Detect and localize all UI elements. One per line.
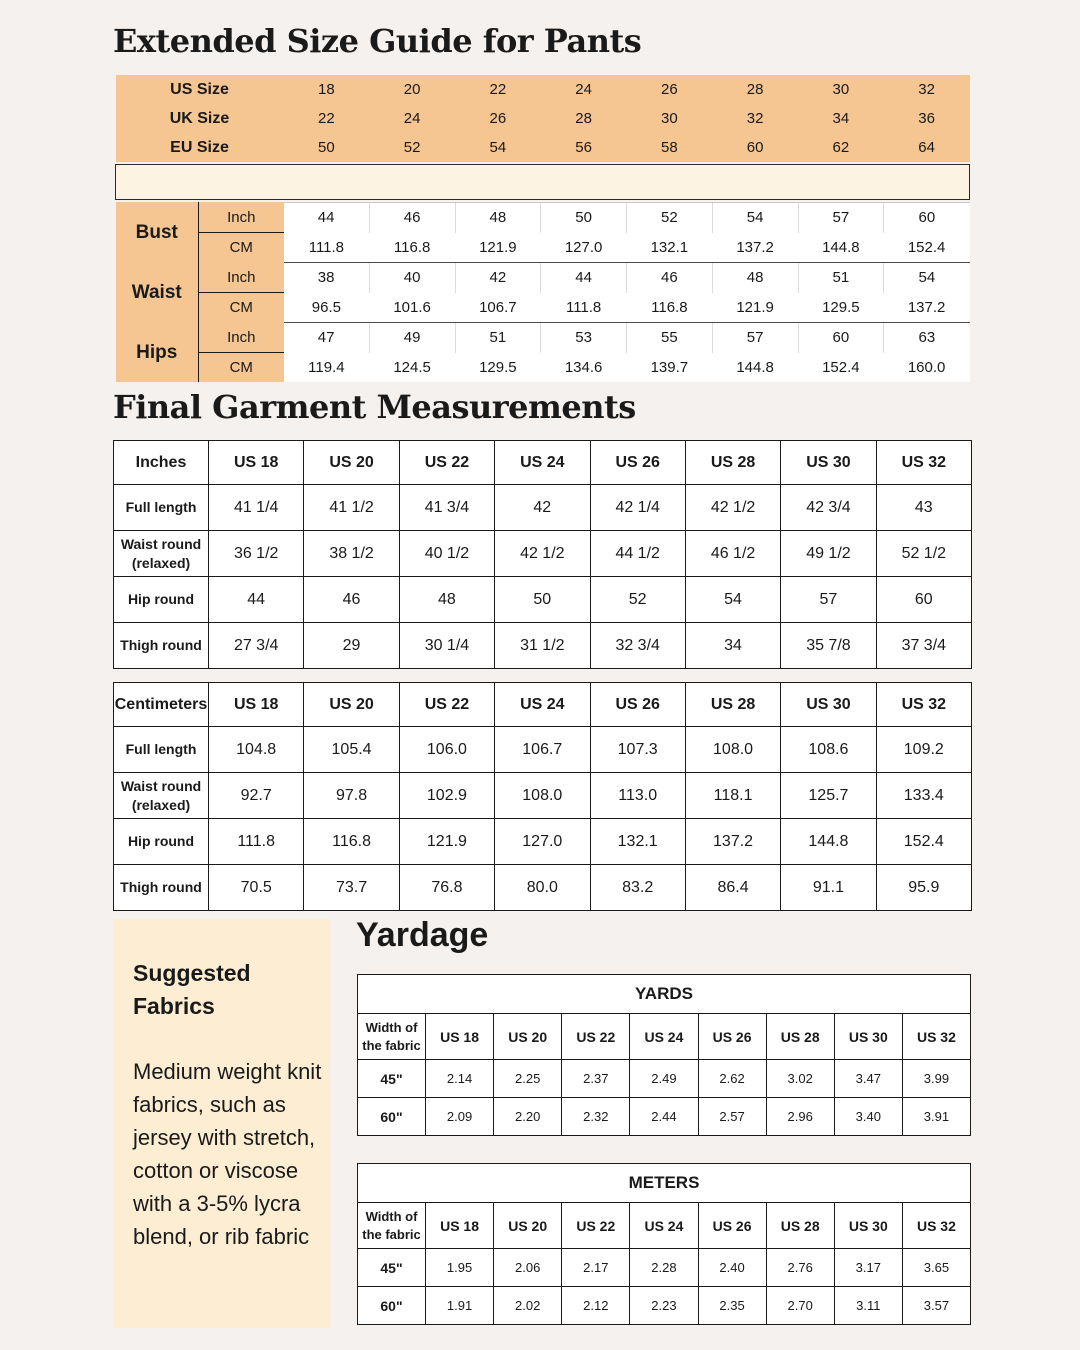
- table-cell: 152.4: [876, 819, 971, 865]
- table-cell: 42: [495, 485, 590, 531]
- table-cell: 108.0: [685, 727, 780, 773]
- row-label-line: Waist round: [120, 777, 202, 794]
- measurement-value: 40: [369, 263, 455, 293]
- table-cell: 132.1: [590, 819, 685, 865]
- size-value: 50: [284, 133, 370, 162]
- caption-row: [358, 975, 971, 1014]
- table-cell: 125.7: [781, 773, 876, 819]
- measurement-value: 121.9: [455, 233, 541, 263]
- table-cell: 44 1/2: [590, 531, 685, 577]
- table-cell: 2.23: [630, 1287, 698, 1325]
- table-cell: 3.47: [834, 1060, 902, 1098]
- size-label: US Size: [116, 75, 284, 104]
- table-cell: 3.40: [834, 1098, 902, 1136]
- measurement-value: 48: [712, 263, 798, 293]
- size-value: 30: [798, 75, 884, 104]
- measurement-value: 132.1: [627, 233, 713, 263]
- row-label: [114, 623, 209, 669]
- measurement-value: 53: [541, 323, 627, 353]
- table-cell: 41 3/4: [399, 485, 494, 531]
- table-cell: 2.32: [562, 1098, 630, 1136]
- measurement-value: 51: [798, 263, 884, 293]
- size-header: US 26: [698, 1203, 766, 1249]
- row-label: [114, 485, 209, 531]
- measurement-value: 42: [455, 263, 541, 293]
- table-cell: 108.0: [495, 773, 590, 819]
- table-cell: 40 1/2: [399, 531, 494, 577]
- fabric-width: 45": [358, 1249, 426, 1287]
- table-cell: 111.8: [209, 819, 304, 865]
- size-value: 26: [627, 75, 713, 104]
- table-cell: 34: [685, 623, 780, 669]
- measurement-value: 44: [284, 203, 370, 233]
- header-line: the fabric: [362, 1037, 421, 1053]
- table-cell: 91.1: [781, 865, 876, 911]
- table-cell: 107.3: [590, 727, 685, 773]
- table-cell: 106.7: [495, 727, 590, 773]
- size-header: US 18: [209, 683, 304, 727]
- table-cell: 31 1/2: [495, 623, 590, 669]
- yardage-title: Yardage: [356, 916, 489, 954]
- table-cell: 83.2: [590, 865, 685, 911]
- header-line: Width of: [365, 1019, 418, 1035]
- size-value: 54: [455, 133, 541, 162]
- table-cell: 52 1/2: [876, 531, 971, 577]
- row-label-line: (relaxed): [131, 796, 191, 813]
- fabric-width-header: [358, 1203, 426, 1249]
- final-centimeters-table: [113, 682, 972, 911]
- table-cell: 121.9: [399, 819, 494, 865]
- size-header: US 22: [399, 441, 494, 485]
- table-cell: 2.40: [698, 1249, 766, 1287]
- measurement-value: 50: [541, 203, 627, 233]
- measurement-value: 137.2: [884, 293, 970, 323]
- size-row: [116, 104, 970, 133]
- size-header: US 28: [766, 1203, 834, 1249]
- size-value: 36: [884, 104, 970, 133]
- fabrics-title-line: Fabrics: [133, 993, 215, 1019]
- table-cell: 2.57: [698, 1098, 766, 1136]
- measurement-value: 106.7: [455, 293, 541, 323]
- table-cell: 76.8: [399, 865, 494, 911]
- table-cell: 2.96: [766, 1098, 834, 1136]
- table-cell: 60: [876, 577, 971, 623]
- measurement-row-inch: [116, 203, 970, 233]
- unit-label: Inch: [199, 263, 284, 293]
- unit-header: Inches: [114, 441, 209, 485]
- size-value: 32: [884, 75, 970, 104]
- row-label: [114, 865, 209, 911]
- measurement-value: 160.0: [884, 353, 970, 383]
- size-header: US 24: [495, 683, 590, 727]
- measurement-value: 63: [884, 323, 970, 353]
- table-cell: 80.0: [495, 865, 590, 911]
- table-cell: 41 1/2: [304, 485, 399, 531]
- size-header: US 26: [698, 1014, 766, 1060]
- table-cell: 2.02: [494, 1287, 562, 1325]
- table-row: [358, 1060, 971, 1098]
- table-cell: 32 3/4: [590, 623, 685, 669]
- yardage-yards-table: [357, 974, 971, 1136]
- header-row: [358, 1203, 971, 1249]
- table-cell: 42 1/4: [590, 485, 685, 531]
- unit-label: CM: [199, 233, 284, 263]
- suggested-fabrics-panel: [113, 919, 330, 1328]
- size-header: US 28: [766, 1014, 834, 1060]
- measurement-value: 124.5: [369, 353, 455, 383]
- table-cell: 133.4: [876, 773, 971, 819]
- table-row: [114, 865, 972, 911]
- table-cell: 3.17: [834, 1249, 902, 1287]
- measurement-value: 51: [455, 323, 541, 353]
- table-cell: 2.35: [698, 1287, 766, 1325]
- unit-label: Inch: [199, 323, 284, 353]
- table-cell: 30 1/4: [399, 623, 494, 669]
- table-cell: 35 7/8: [781, 623, 876, 669]
- table-cell: 38 1/2: [304, 531, 399, 577]
- table-cell: 2.76: [766, 1249, 834, 1287]
- table-cell: 2.62: [698, 1060, 766, 1098]
- row-label: [114, 773, 209, 819]
- measurement-name: Hips: [116, 323, 199, 383]
- measurement-value: 48: [455, 203, 541, 233]
- size-label: EU Size: [116, 133, 284, 162]
- size-value: 22: [284, 104, 370, 133]
- table-cell: 57: [781, 577, 876, 623]
- size-header: US 22: [399, 683, 494, 727]
- row-label-line: Thigh round: [120, 879, 202, 895]
- size-value: 34: [798, 104, 884, 133]
- size-header: US 18: [426, 1014, 494, 1060]
- table-cell: 2.17: [562, 1249, 630, 1287]
- row-label: [114, 727, 209, 773]
- table-cell: 1.95: [426, 1249, 494, 1287]
- size-value: 52: [369, 133, 455, 162]
- measurement-row-cm: [116, 233, 970, 263]
- size-value: 64: [884, 133, 970, 162]
- size-header: US 32: [876, 683, 971, 727]
- table-row: [358, 1249, 971, 1287]
- size-header: US 22: [562, 1203, 630, 1249]
- size-header: US 20: [494, 1203, 562, 1249]
- separator-bar: [116, 165, 970, 200]
- row-label-line: Waist round: [120, 535, 202, 552]
- measurement-value: 57: [798, 203, 884, 233]
- measurement-value: 116.8: [627, 293, 713, 323]
- measurement-value: 60: [884, 203, 970, 233]
- size-row: [116, 133, 970, 162]
- unit-caption: METERS: [358, 1164, 971, 1203]
- table-cell: 2.06: [494, 1249, 562, 1287]
- table-cell: 2.12: [562, 1287, 630, 1325]
- measurement-value: 55: [627, 323, 713, 353]
- measurement-value: 139.7: [627, 353, 713, 383]
- caption-row: [358, 1164, 971, 1203]
- row-label-line: Full length: [125, 499, 197, 515]
- table-cell: 127.0: [495, 819, 590, 865]
- header-row: [358, 1014, 971, 1060]
- measurement-value: 152.4: [798, 353, 884, 383]
- size-header: US 30: [834, 1203, 902, 1249]
- table-cell: 73.7: [304, 865, 399, 911]
- size-value: 30: [627, 104, 713, 133]
- unit-header: Centimeters: [114, 683, 209, 727]
- table-cell: 106.0: [399, 727, 494, 773]
- table-cell: 43: [876, 485, 971, 531]
- table-cell: 2.14: [426, 1060, 494, 1098]
- fabric-width: 60": [358, 1098, 426, 1136]
- suggested-fabrics-text: Medium weight knit fabrics, such as jersey with stretch, cotton or viscose with a 3-5% lycra blend, or rib fabric: [133, 1059, 322, 1249]
- fabric-width-header: [358, 1014, 426, 1060]
- size-value: 58: [627, 133, 713, 162]
- measurement-value: 44: [541, 263, 627, 293]
- header-line: Width of: [365, 1208, 418, 1224]
- table-cell: 97.8: [304, 773, 399, 819]
- measurement-row-inch: [116, 263, 970, 293]
- measurement-value: 96.5: [284, 293, 370, 323]
- unit-label: CM: [199, 293, 284, 323]
- size-header: US 20: [494, 1014, 562, 1060]
- table-cell: 3.99: [902, 1060, 970, 1098]
- table-cell: 29: [304, 623, 399, 669]
- table-cell: 54: [685, 577, 780, 623]
- table-cell: 42 3/4: [781, 485, 876, 531]
- measurement-value: 38: [284, 263, 370, 293]
- measurement-name: Bust: [116, 203, 199, 263]
- table-cell: 37 3/4: [876, 623, 971, 669]
- table-cell: 3.57: [902, 1287, 970, 1325]
- measurement-row-cm: [116, 293, 970, 323]
- table-row: [114, 577, 972, 623]
- size-label: UK Size: [116, 104, 284, 133]
- yardage-meters-table: [357, 1163, 971, 1325]
- size-header: US 28: [685, 683, 780, 727]
- measurement-value: 101.6: [369, 293, 455, 323]
- table-cell: 102.9: [399, 773, 494, 819]
- row-label-line: Hip round: [127, 591, 195, 607]
- table-row: [114, 485, 972, 531]
- table-cell: 113.0: [590, 773, 685, 819]
- table-cell: 2.28: [630, 1249, 698, 1287]
- table-cell: 144.8: [781, 819, 876, 865]
- table-cell: 70.5: [209, 865, 304, 911]
- table-row: [358, 1098, 971, 1136]
- row-label: [114, 531, 209, 577]
- measurement-value: 137.2: [712, 233, 798, 263]
- size-value: 20: [369, 75, 455, 104]
- size-value: 60: [712, 133, 798, 162]
- row-label: [114, 577, 209, 623]
- size-value: 32: [712, 104, 798, 133]
- table-cell: 3.91: [902, 1098, 970, 1136]
- table-cell: 3.65: [902, 1249, 970, 1287]
- header-row: [114, 441, 972, 485]
- size-value: 24: [369, 104, 455, 133]
- size-header: US 20: [304, 441, 399, 485]
- size-header: US 24: [630, 1014, 698, 1060]
- size-value: 24: [541, 75, 627, 104]
- size-header: US 18: [426, 1203, 494, 1249]
- size-header: US 24: [495, 441, 590, 485]
- table-cell: 50: [495, 577, 590, 623]
- size-header: US 32: [902, 1203, 970, 1249]
- measurement-value: 111.8: [541, 293, 627, 323]
- table-cell: 49 1/2: [781, 531, 876, 577]
- fabric-width: 60": [358, 1287, 426, 1325]
- table-cell: 137.2: [685, 819, 780, 865]
- table-cell: 42 1/2: [495, 531, 590, 577]
- table-cell: 108.6: [781, 727, 876, 773]
- measurement-value: 52: [627, 203, 713, 233]
- row-label-line: (relaxed): [131, 554, 191, 571]
- size-row: [116, 75, 970, 104]
- table-cell: 95.9: [876, 865, 971, 911]
- unit-label: Inch: [199, 203, 284, 233]
- table-cell: 2.09: [426, 1098, 494, 1136]
- size-header: US 30: [781, 683, 876, 727]
- table-row: [114, 819, 972, 865]
- table-cell: 105.4: [304, 727, 399, 773]
- size-header: US 24: [630, 1203, 698, 1249]
- table-cell: 118.1: [685, 773, 780, 819]
- table-cell: 116.8: [304, 819, 399, 865]
- table-cell: 2.37: [562, 1060, 630, 1098]
- measurement-name: Waist: [116, 263, 199, 323]
- size-header: US 20: [304, 683, 399, 727]
- table-cell: 3.02: [766, 1060, 834, 1098]
- table-row: [114, 727, 972, 773]
- header-row: [114, 683, 972, 727]
- row-label: [114, 819, 209, 865]
- fabric-width: 45": [358, 1060, 426, 1098]
- row-label-line: Thigh round: [120, 637, 202, 653]
- table-cell: 92.7: [209, 773, 304, 819]
- row-label-line: Hip round: [127, 833, 195, 849]
- measurement-value: 46: [369, 203, 455, 233]
- table-cell: 41 1/4: [209, 485, 304, 531]
- final-measurements-title: Final Garment Measurements: [113, 388, 636, 426]
- measurement-value: 119.4: [284, 353, 370, 383]
- measurement-value: 46: [627, 263, 713, 293]
- measurement-value: 49: [369, 323, 455, 353]
- measurement-value: 129.5: [455, 353, 541, 383]
- size-header: US 18: [209, 441, 304, 485]
- size-value: 28: [541, 104, 627, 133]
- table-cell: 2.20: [494, 1098, 562, 1136]
- table-cell: 2.70: [766, 1287, 834, 1325]
- table-cell: 2.25: [494, 1060, 562, 1098]
- size-guide-title: Extended Size Guide for Pants: [113, 22, 642, 60]
- size-header: US 32: [876, 441, 971, 485]
- unit-label: CM: [199, 353, 284, 383]
- table-cell: 44: [209, 577, 304, 623]
- table-cell: 104.8: [209, 727, 304, 773]
- fabrics-title-line: Suggested: [133, 960, 251, 986]
- table-cell: 52: [590, 577, 685, 623]
- table-cell: 48: [399, 577, 494, 623]
- size-header: US 32: [902, 1014, 970, 1060]
- final-inches-table: [113, 440, 972, 669]
- measurement-value: 54: [712, 203, 798, 233]
- measurement-row-inch: [116, 323, 970, 353]
- measurement-value: 134.6: [541, 353, 627, 383]
- table-row: [358, 1287, 971, 1325]
- size-value: 62: [798, 133, 884, 162]
- size-header: US 26: [590, 683, 685, 727]
- table-cell: 2.44: [630, 1098, 698, 1136]
- table-cell: 46 1/2: [685, 531, 780, 577]
- measurement-value: 54: [884, 263, 970, 293]
- measurement-value: 129.5: [798, 293, 884, 323]
- separator-row: [116, 165, 970, 200]
- table-cell: 3.11: [834, 1287, 902, 1325]
- header-line: the fabric: [362, 1226, 421, 1242]
- size-header: US 30: [834, 1014, 902, 1060]
- size-value: 18: [284, 75, 370, 104]
- measurement-value: 47: [284, 323, 370, 353]
- table-row: [114, 531, 972, 577]
- measurement-row-cm: [116, 353, 970, 383]
- size-header: US 28: [685, 441, 780, 485]
- size-guide-table: [115, 75, 970, 382]
- measurement-value: 127.0: [541, 233, 627, 263]
- measurement-value: 144.8: [712, 353, 798, 383]
- table-cell: 42 1/2: [685, 485, 780, 531]
- table-cell: 109.2: [876, 727, 971, 773]
- table-cell: 2.49: [630, 1060, 698, 1098]
- table-cell: 46: [304, 577, 399, 623]
- size-header: US 30: [781, 441, 876, 485]
- size-value: 28: [712, 75, 798, 104]
- table-row: [114, 623, 972, 669]
- measurement-value: 144.8: [798, 233, 884, 263]
- measurement-value: 57: [712, 323, 798, 353]
- size-value: 22: [455, 75, 541, 104]
- measurement-value: 60: [798, 323, 884, 353]
- size-value: 26: [455, 104, 541, 133]
- suggested-fabrics-title: [133, 957, 323, 1023]
- measurement-value: 111.8: [284, 233, 370, 263]
- unit-caption: YARDS: [358, 975, 971, 1014]
- table-cell: 27 3/4: [209, 623, 304, 669]
- size-header: US 22: [562, 1014, 630, 1060]
- table-cell: 86.4: [685, 865, 780, 911]
- measurement-value: 121.9: [712, 293, 798, 323]
- size-value: 56: [541, 133, 627, 162]
- table-cell: 36 1/2: [209, 531, 304, 577]
- measurement-value: 116.8: [369, 233, 455, 263]
- measurement-value: 152.4: [884, 233, 970, 263]
- table-cell: 1.91: [426, 1287, 494, 1325]
- row-label-line: Full length: [125, 741, 197, 757]
- size-header: US 26: [590, 441, 685, 485]
- table-row: [114, 773, 972, 819]
